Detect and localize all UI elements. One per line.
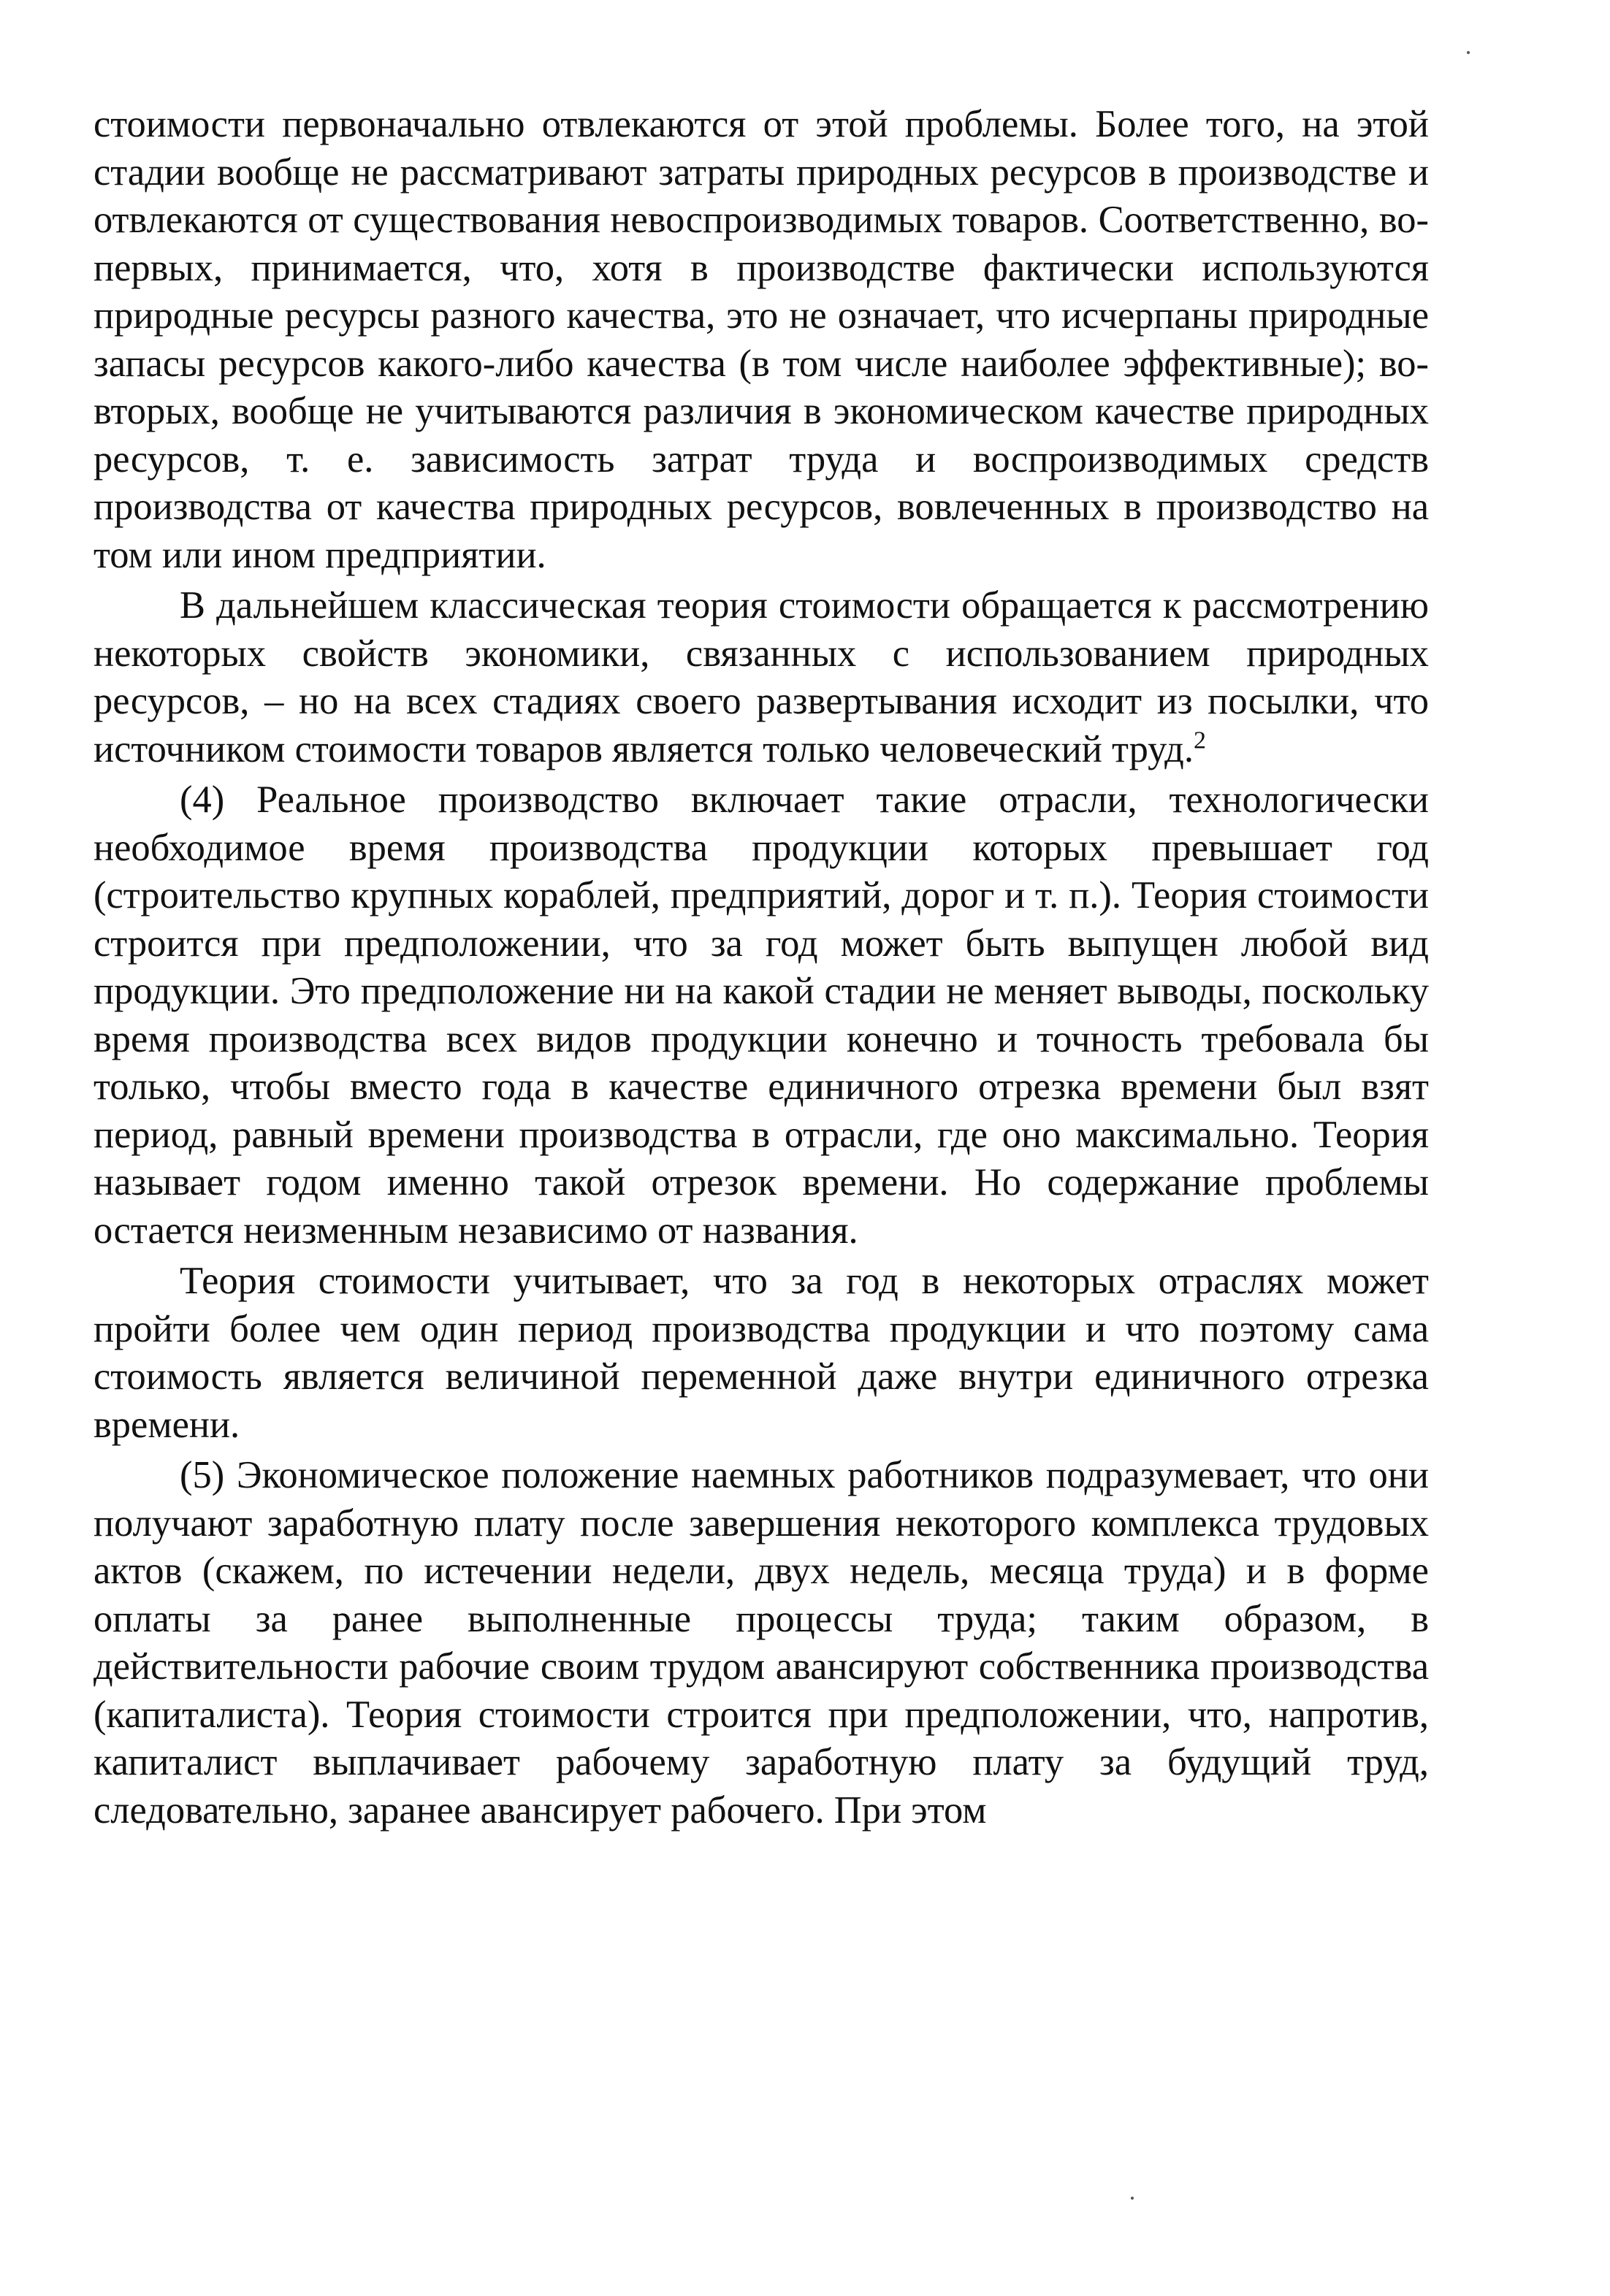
paragraph-text: В дальнейшем классическая теория стоимости обращается к рассмотрению некоторых свойств экономики, связанных с использованием природных ресурсов, – но на всех стадиях своего развертывания исходит из посылки, что источником стоимости товаров является только человеческий труд.	[94, 584, 1429, 770]
body-text	[94, 101, 1429, 1834]
paragraph-classical-theory	[94, 582, 1429, 773]
scan-speck	[1131, 2197, 1134, 2200]
scan-speck	[1467, 51, 1470, 54]
paragraph-point-5: (5) Экономическое положение наемных работников подразумевает, что они получают заработную плату после завершения некоторого комплекса трудовых актов (скажем, по истечении недели, двух недель, месяца труда) и в форме оплаты за ранее выполненные процессы труда; таким образом, в действительности рабочие своим трудом авансируют собственника производства (капиталиста). Теория стоимости строится при предположении, что, напротив, капиталист выплачивает рабочему заработную плату за будущий труд, следовательно, заранее авансирует рабочего. При этом	[94, 1454, 1429, 1832]
paragraph-point-4: (4) Реальное производство включает такие отрасли, технологически необходимое время производства продукции которых превышает год (строительство крупных кораблей, предприятий, дорог и т. п.). Теория стоимости строится при предположении, что за год может быть выпущен любой вид продукции. Это предположение ни на какой стадии не меняет выводы, поскольку время производства всех видов продукции конечно и точность требовала бы только, чтобы вместо года в качестве единичного отрезка времени был взят период, равный времени производства в отрасли, где оно максимально. Теория называет годом именно такой отрезок времени. Но содержание проблемы остается неизменным независимо от названия.	[94, 778, 1429, 1252]
paragraph-continuation: стоимости первоначально отвлекаются от этой проблемы. Более того, на этой стадии вообще не рассматривают затраты природных ресурсов в производстве и отвлекаются от существования невоспроизводимых товаров. Соответственно, во-первых, принимается, что, хотя в производстве фактически используются природные ресурсы разного качества, это не означает, что исчерпаны природные запасы ресурсов какого-либо качества (в том числе наиболее эффективные); во-вторых, вообще не учитываются различия в экономическом качестве природных ресурсов, т. е. зависимость затрат труда и воспроизводимых средств производства от качества природных ресурсов, вовлеченных в производство на том или ином предприятии.	[94, 103, 1429, 576]
footnote-marker: 2	[1193, 727, 1206, 754]
paragraph-value-theory-year: Теория стоимости учитывает, что за год в некоторых отраслях может пройти более чем один период производства продукции и что поэтому сама стоимость является величиной переменной даже внутри единичного отрезка времени.	[94, 1260, 1429, 1446]
